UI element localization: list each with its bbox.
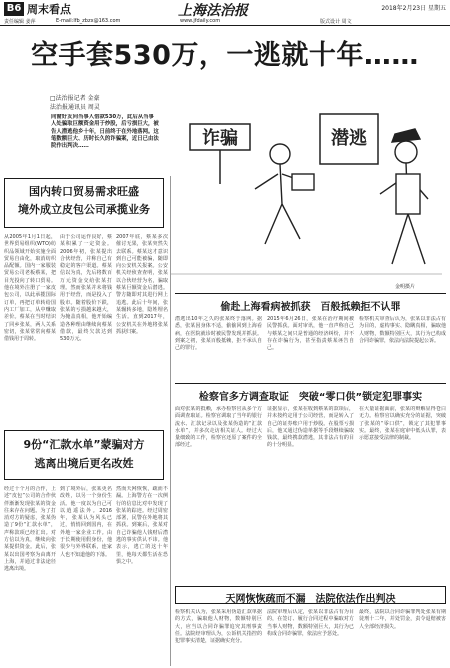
story-c-col-1: 潜逃出10年之久的张某终于落网。据悉，张某因身体不适，偷偷回到上海看病，在医院就诊时被民警发现并抓获。到案之初，张某百般抵赖，拒不承认自己的罪行。	[175, 316, 262, 352]
story-d-col-1: 面对张某的抵赖，承办检察官从多个方面调查取证。检察官调取了当年的银行流水、汇款记录以及张某伪造的“汇款水单”，并多次走访相关证人。经过大量细致的工作，检察官还原了案件的全部经过。	[175, 406, 262, 449]
story-b-col-3: 然而天网恢恢，疏而不漏。上海警方在一次例行的信息比对中发现了张某的踪迹。经过周密部署，民警在外地将其抓获。到案后，张某对自己诈骗他人钱财后潜逃的事实供认不讳。他表示，逃亡的这十年里，他每天都生活在恐惧之中。	[116, 486, 168, 565]
story-a-title-line1: 国内转口贸易需求旺盛	[29, 185, 139, 198]
byline-correspondent: 法治报通讯员 周灵	[50, 104, 100, 111]
story-c-title: 偷赴上海看病被抓获 百般抵赖拒不认罪	[220, 302, 401, 313]
column-divider	[170, 176, 171, 666]
story-c-col-3: 检察机关审查后认为，张某以非法占有为目的，虚构事实、隐瞒真相，骗取他人财物，数额特别巨大，其行为已构成合同诈骗罪，依法向法院提起公诉。	[359, 316, 446, 344]
main-headline: 空手套530万，一逃就十年……	[31, 40, 419, 71]
story-e-title: 天网恢恢疏而不漏 法院依法作出判决	[225, 594, 396, 605]
lead-paragraph: 同窗好友向当事人借款530万，此后从当事人处骗取巨额资金用于炒股，后亏损巨大，被告人潜逃他乡十年，日前终于在外地落网。这笔数额巨大、历时长久的诈骗案，近日已由法院作出判决……	[51, 114, 159, 150]
lead-byline	[50, 94, 130, 112]
story-d-rule	[175, 383, 446, 384]
design-credit: 版式设计 周文	[320, 19, 352, 25]
website-link[interactable]: www.jfdaily.com	[180, 18, 221, 24]
story-a-col-2: 由于公司运作良好，蔡某积累了一定资金。2006年初，张某提出合伙经营，并称自己有稳定的客户渠道。蔡某信以为真，先后将数百万元资金交给张某打理。然而张某并未将钱用于经营，而是投入了股市。随着股价下跌，张某的亏损越来越大，为掩盖真相，他开始编造各种理由继续向蔡某借款，最终欠款达到530万元。	[60, 234, 112, 343]
masthead-subline	[0, 17, 450, 26]
story-e-col-2: 法院审理后认定，张某以非法占有为目的，在签订、履行合同过程中骗取对方当事人财物，数额特别巨大，其行为已构成合同诈骗罪，依法应予惩处。	[267, 609, 354, 637]
cartoon-svg	[170, 94, 442, 290]
photo-credit: 金明摄片	[395, 284, 416, 290]
story-a-title-line2: 境外成立皮包公司承揽业务	[18, 203, 150, 216]
story-b-title-line1: 9份“汇款水单”蒙骗对方	[23, 438, 145, 451]
story-b-col-1: 经过十个月的合作，上述“皮包”公司的合作伙伴渐渐发现张某的资金往来存在问题。为了打消对方的疑虑，张某伪造了9份“汇款水单”，声称款项已经汇出。对方信以为真，继续向张某提供资金。此后，张某以出国考察为由离开上海，并通过非法途径逃离出境。	[4, 486, 56, 573]
issue-date: 2018年2月23日 星期五	[381, 5, 446, 12]
section-title: 周末看点	[27, 3, 71, 16]
story-b-col-2: 到了境外后，张某更名改姓，以另一个身份生活。他一度以为自己可以逍遥法外。2016年，张某认为风头已过，悄悄回到国内，在外地一家企业工作。由于长期使用假身份，他很少与外界联系，连家人也不知道他的下落。	[60, 486, 112, 558]
story-d-title: 检察官多方调查取证 突破“零口供”锁定犯罪事实	[198, 392, 423, 403]
story-a-col-3: 2007年底，蔡某多次催讨无果，张某突然失去联系。蔡某这才意识到自己可能被骗，随即向公安机关报案。公安机关经侦查查明，张某以合伙经营为名，骗取蔡某巨额资金后潜逃。警方随即对其进行网上追逃。此后十年间，张某辗转多地，隐姓埋名生活。直到2017年，公安机关在外地将张某抓获归案。	[116, 234, 168, 335]
cartoon-illustration	[170, 94, 442, 290]
story-b-title-line2: 逃离出境后更名改姓	[34, 457, 134, 470]
story-d-col-2: 证据显示，张某在收到蔡某的款项后，并未按约定用于公司经营，而是转入了自己的证券账户用于炒股。在股票亏损后，他又通过伪造单据等手段继续骗取钱款，最终携款潜逃，其非法占有的目的十分明显。	[267, 406, 354, 449]
editor-credit: 责任编辑 姜萍	[4, 19, 36, 25]
story-e-col-1: 检察机关认为，张某采用伪造汇款单据的方式，骗取他人财物，数额特别巨大，应当以合同诈骗罪追究其刑事责任。法院经审理认为，公诉机关指控的犯罪事实清楚，证据确实充分。	[175, 609, 262, 645]
story-d-col-3: 在大量证据面前，张某的辩解显得苍白无力。检察官以确实充分的证据，突破了张某的“零口供”，锁定了其犯罪事实。最终，张某在庭审中低头认罪，表示愿意接受法律的制裁。	[359, 406, 446, 442]
page-badge: B6	[4, 2, 24, 16]
story-e-col-3: 最终，法院以合同诈骗罪判处张某有期徒刑十二年，并处罚金，责令退赔被害人全部经济损失。	[359, 609, 446, 630]
editor-email: E-mail:lfb_zbzx@163.com	[56, 18, 121, 24]
story-c-col-2: 2015年6月26日，张某在治疗期间被民警抓获。面对审讯，他一直声称自己与蔡某之间只是普通的经济纠纷，并不存在诈骗行为，甚至指责蔡某诬告自己。	[267, 316, 354, 352]
masthead	[0, 0, 450, 18]
story-a-col-1: 从2005年1月1日起，世界贸易组织(WTO)纺织品领域开始实施全面贸易自由化，取消纺织品配额。国内一家服装贸易公司老板蔡某，把目光投向了转口贸易。他在境外注册了一家皮包公司，以此承揽国际订单，再把订单转给国内工厂加工，从中赚取差价。蔡某在当时结识了同乡张某，两人关系密切，张某常常向蔡某借钱用于周转。	[4, 234, 56, 343]
story-c-rule	[175, 293, 446, 294]
sign-text-right: 潜逃	[331, 128, 367, 149]
byline-reporter: □法治报记者 金豪	[50, 95, 100, 102]
newspaper-title: 上海法治报	[178, 3, 248, 19]
sign-text-left: 诈骗	[202, 128, 238, 149]
